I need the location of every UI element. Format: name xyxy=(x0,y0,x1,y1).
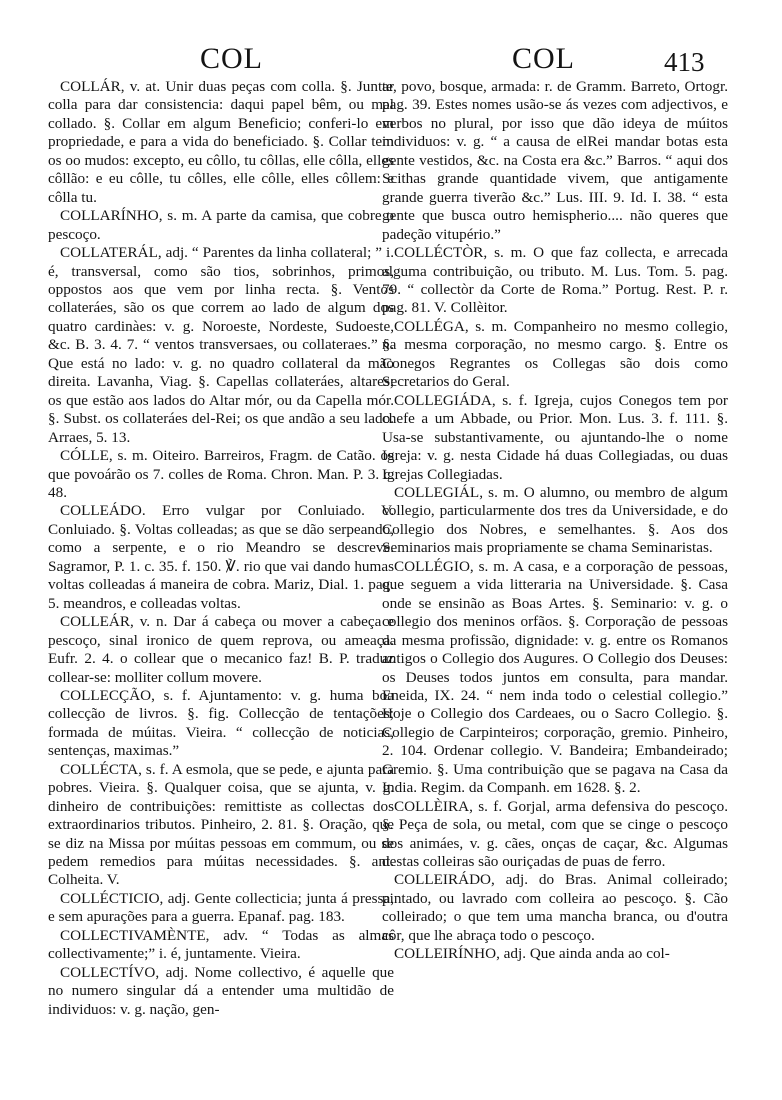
entry-collegiada: COLLEGIÁDA, s. f. Igreja, cujos Conegos tem por chefe a um Abbade, ou Prior. Mon. Lus. 3. f. 111. §. Usa-se substantivamente, ou ajuntando-lhe o nome Igreja: v. g. nesta Cidade há duas Collegiadas, ou duas Igrejas Collegiadas. xyxy=(382,391,728,483)
right-column xyxy=(382,78,728,964)
entry-colleira: COLLÈIRA, s. f. Gorjal, arma defensiva do pescoço. §. Peça de sola, ou metal, com que se cinge o pescoço dos animáes, v. g. cães, onças de caçar, &c. Algumas destas colleiras são ouriçadas de puas de ferro. xyxy=(382,797,728,871)
entry-collecticio: COLLÉCTICIO, adj. Gente collecticia; junta á pressa, e sem apurações para a guerra. Epanaf. pag. 183. xyxy=(48,889,394,926)
entry-collecta: COLLÉCTA, s. f. A esmola, que se pede, e ajunta para pobres. Vieira. §. Qualquer coisa, que se ajunta, v. g. dinheiro de contribuições: remittiste as collectas dos extraordinarios tributos. Pinheiro, 2. 81. §. Oração, que se diz na Missa por múitas pessoas em commum, ou se pedem remedios para múitas necessidades. §. ant. Colheita. V. xyxy=(48,760,394,889)
entry-colleccao: COLLECÇÃO, s. f. Ajuntamento: v. g. huma boa collecção de livros. §. fig. Collecção de tentações; formada de múitas. Vieira. “ collecção de noticias, sentenças, maximas.” xyxy=(48,686,394,760)
entry-collectivo: COLLECTÍVO, adj. Nome collectivo, é aquelle que no numero singular dá a entender uma multidão de individuos: v. g. nação, gen- xyxy=(48,963,394,1018)
entry-collateral: COLLATERÁL, adj. “ Parentes da linha collateral; ” i. é, transversal, como são tios, sobrinhos, primos, oppostos aos que vem por linha recta. §. Ventos collateráes, são os que correm ao lado de algum dos quatro cardinàes: v. g. Noroeste, Nordeste, Sudoeste, &c. B. 3. 4. 7. “ ventos transversaes, ou collateraes.” §. Que está no lado: v. g. no quadro collateral da mão direita. Lavanha, Viag. §. Capellas collateráes, altares; os que estão aos lados do Altar mór, ou da Capella mór. §. Subst. os collateráes del-Rei; os que andão a seu lado. Arraes, 5. 13. xyxy=(48,244,394,446)
left-running-head: COL xyxy=(200,42,263,75)
entry-collar: COLLÁR, v. at. Unir duas peças com colla. §. Juntar colla para dar consistencia: daqui papel bêm, ou mal collado. §. Collar em algum Beneficio; conferi-lo em propriedade, e para a vida do beneficiado. §. Collar tem os oo mudos: excepto, eu côllo, tu côllas, elle côlla, elles côllão: e eu côlle, tu côlles, elle côlle, elles côllem: e côlla tu. xyxy=(48,78,394,206)
entry-colle: CÓLLE, s. m. Oiteiro. Barreiros, Fragm. de Catão. os que povoárão os 7. colles de Roma. Chron. Man. P. 3. c. 48. xyxy=(48,447,394,501)
entry-collega: COLLÉGA, s. m. Companheiro no mesmo collegio, na mesma corporação, no mesmo cargo. §. Entre os Conegos Regrantes os Collegas são dois como Secretarios do Geral. xyxy=(382,317,728,391)
entry-collectivamente: COLLECTIVAMÈNTE, adv. “ Todas as almas collectivamente;” i. é, juntamente. Vieira. xyxy=(48,926,394,963)
entry-collegial: COLLEGIÁL, s. m. O alumno, ou membro de algum collegio, particularmente dos tres da Universidade, e do Collegio dos Nobres, e semelhantes. §. Aos dos Seminarios mais propriamente se chama Seminaristas. xyxy=(382,483,728,557)
entry-colleirado: COLLEIRÁDO, adj. do Bras. Animal colleirado; pintado, ou lavrado com colleira ao pescoço. §. Cão colleirado; o que tem uma mancha branca, ou d'outra côr, que lhe abraça todo o pescoço. xyxy=(382,871,728,944)
entry-collarinho: COLLARÍNHO, s. m. A parte da camisa, que cobre o pescoço. xyxy=(48,207,394,243)
entry-collector: COLLÉCTÒR, s. m. O que faz collecta, e arrecada alguma contribuição, ou tributo. M. Lus. Tom. 5. pag. 79. “ collectòr da Corte de Roma.” Portug. Rest. P. r. pag. 81. V. Collèitor. xyxy=(382,244,728,317)
entry-colleado: COLLEÁDO. Erro vulgar por Conluiado. V. Conluiado. §. Voltas colleadas; as que se dão serpeando, como a serpente, e o rio Meandro se descreve. Sagramor, P. 1. c. 35. f. 150. ℣. rio que vai dando humas voltas colleadas á maneira de cobra. Mariz, Dial. 1. pag. 5. meandros, e colleadas voltas. xyxy=(48,502,394,612)
entry-collegio: COLLÉGIO, s. m. A casa, e a corporação de pessoas, que seguem a vida litteraria na Universidade. §. Casa onde se ensinão as Boas Artes. §. Seminario: v. g. o collegio dos meninos orfãos. §. Corporação de pessoas da mesma profissão, dignidade: v. g. entre os Romanos antigos o Collegio dos Augures. O Collegio dos Deuses: os Deuses todos juntos em consulta, para mandar. Eneida, IX. 24. “ nem inda todo o celestial collegio.” Hoje o Collegio dos Cardeaes, ou o Sacro Collegio. §. Collegio de Carpinteiros; corporação, gremio. Pinheiro, 2. 104. Ordenar collegio. V. Bandeira; Embandeirado; Gremio. §. Uma contribuição que se pagava na Casa da India. Regim. da Companh. em 1628. §. 2. xyxy=(382,557,728,797)
entry-colleirinho: COLLEIRÍNHO, adj. Que ainda anda ao col- xyxy=(394,945,670,963)
entry-collear: COLLEÁR, v. n. Dar á cabeça ou mover a cabeça e pescoço, sinal ironico de quem reprova, ou ameaça. Eufr. 2. 4. o collear que o mecanico faz! B. P. traduz collear-se: molliter collum movere. xyxy=(48,613,394,686)
left-column xyxy=(48,78,394,1019)
right-running-head: COL xyxy=(512,42,575,75)
page-number: 413 xyxy=(664,47,705,77)
entry-collectivo-continued: te, povo, bosque, armada: r. de Gramm. Barreto, Ortogr. pag. 39. Estes nomes usão-se ás vezes com adjectivos, e verbos no plural, por isso que dão ideya de múitos individuos: v. g. “ a causa de elRei mandar botas esta gente vestidos, &c. na Costa era &c.” Barros. “ aqui dos Scithas grande quantidade vivem, que antigamente grande guerra tiverão &c.” Lus. III. 9. Id. I. 38. “ esta gente que busca outro hemispherio.... não queres que padeção vitupério.” xyxy=(382,78,728,243)
